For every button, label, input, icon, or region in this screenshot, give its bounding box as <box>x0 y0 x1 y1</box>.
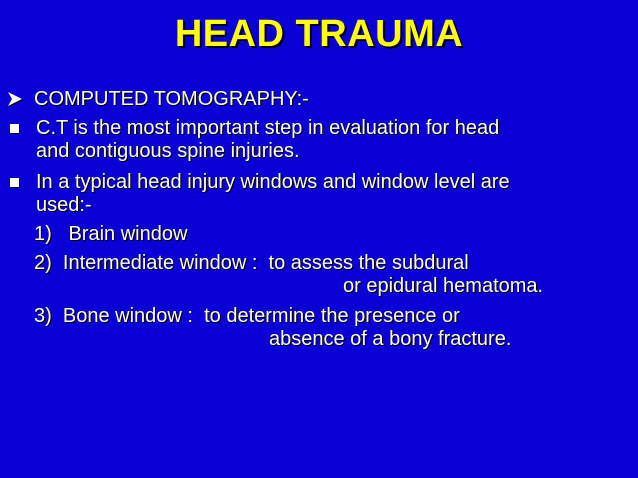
bullet-2-line-1: In a typical head injury windows and window level are <box>36 171 510 193</box>
bullet-1-line-1: C.T is the most important step in evaluation for head <box>36 117 500 139</box>
list-item-3-line-1: 3) Bone window : to determine the presence or <box>34 305 460 327</box>
list-item-2-line-1: 2) Intermediate window : to assess the subdural <box>34 252 469 274</box>
section-heading: COMPUTED TOMOGRAPHY:- <box>34 88 309 110</box>
square-bullet-icon <box>10 178 19 187</box>
slide-title: HEAD TRAUMA <box>174 13 464 55</box>
list-item-1: 1) Brain window <box>34 223 188 245</box>
bullet-1-line-2: and contiguous spine injuries. <box>36 140 300 162</box>
bullet-2-line-2: used:- <box>36 194 92 216</box>
arrow-right-icon <box>6 90 24 108</box>
square-bullet-icon <box>10 124 19 133</box>
list-item-2-line-2: or epidural hematoma. <box>343 275 544 297</box>
list-item-3-line-2: absence of a bony fracture. <box>269 328 512 350</box>
